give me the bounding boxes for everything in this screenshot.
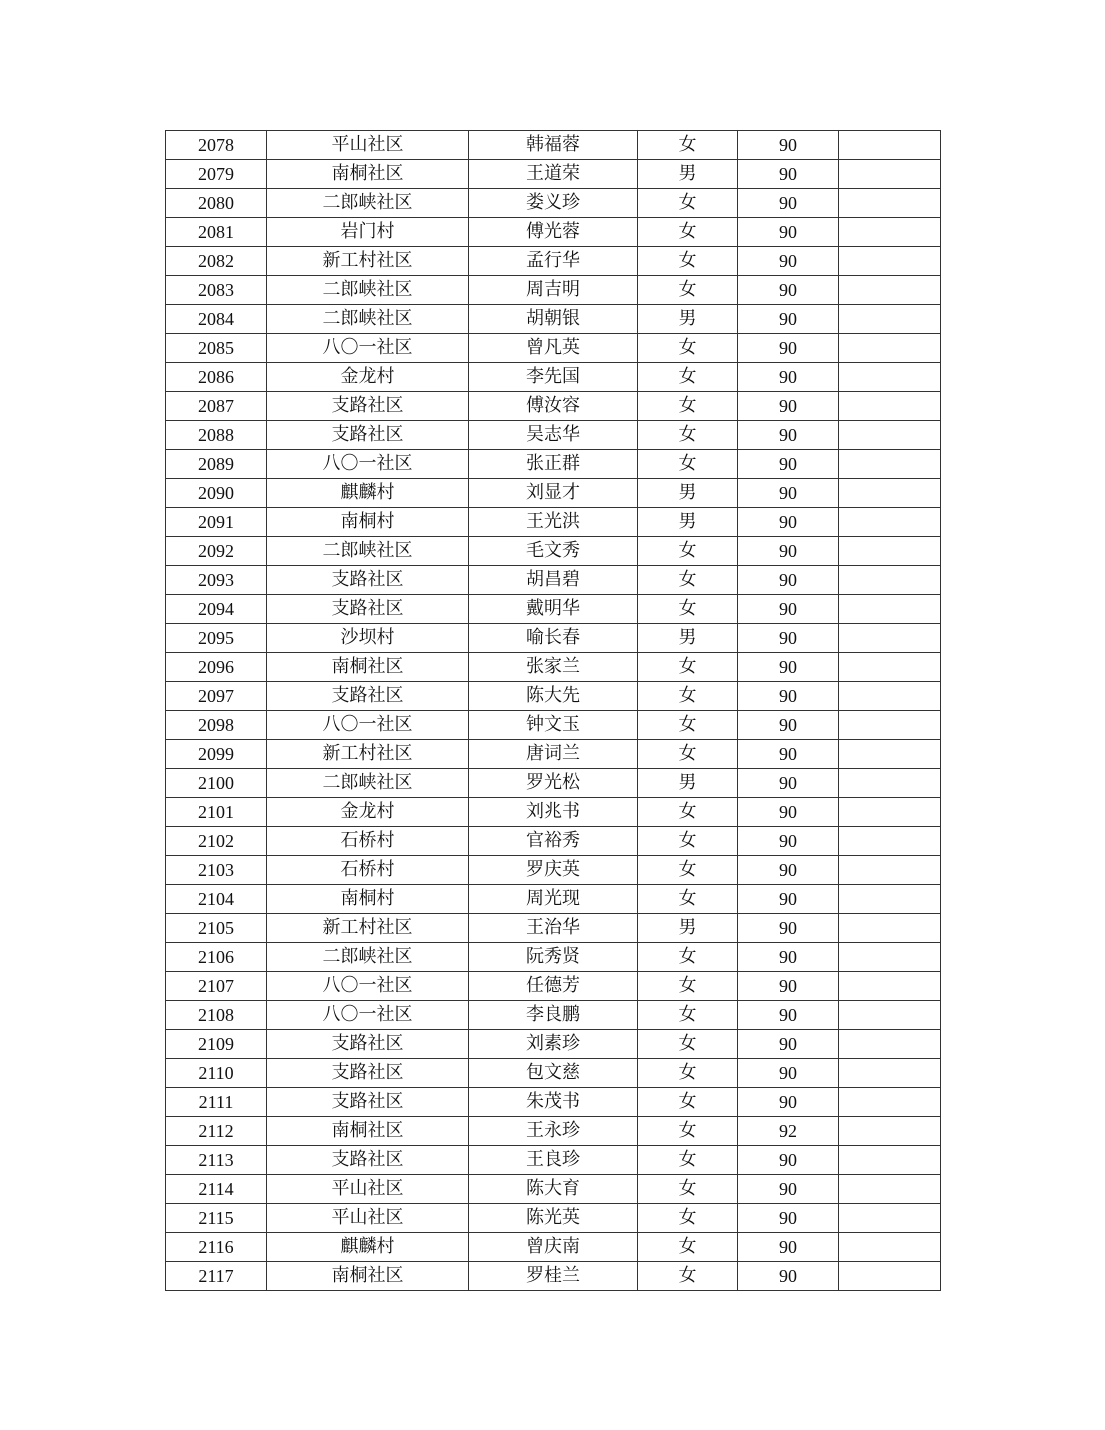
serial-number-cell: 2108 [166, 1001, 267, 1030]
age-cell: 90 [738, 334, 839, 363]
community-cell: 支路社区 [267, 682, 469, 711]
table-row [166, 856, 941, 885]
remarks-cell [839, 624, 941, 653]
remarks-cell [839, 566, 941, 595]
community-cell: 八〇一社区 [267, 1001, 469, 1030]
community-cell: 八〇一社区 [267, 334, 469, 363]
gender-cell: 女 [638, 711, 738, 740]
gender-cell: 女 [638, 1001, 738, 1030]
age-cell: 90 [738, 1146, 839, 1175]
serial-number-cell: 2103 [166, 856, 267, 885]
remarks-cell [839, 1117, 941, 1146]
gender-cell: 女 [638, 334, 738, 363]
name-cell: 吴志华 [469, 421, 638, 450]
serial-number-cell: 2105 [166, 914, 267, 943]
table-row [166, 972, 941, 1001]
community-cell: 金龙村 [267, 363, 469, 392]
serial-number-cell: 2080 [166, 189, 267, 218]
serial-number-cell: 2113 [166, 1146, 267, 1175]
age-cell: 90 [738, 421, 839, 450]
gender-cell: 女 [638, 972, 738, 1001]
remarks-cell [839, 1146, 941, 1175]
community-cell: 二郎峡社区 [267, 276, 469, 305]
age-cell: 90 [738, 885, 839, 914]
table-row [166, 305, 941, 334]
table-row [166, 1262, 941, 1291]
name-cell: 李先国 [469, 363, 638, 392]
age-cell: 90 [738, 711, 839, 740]
table-row [166, 624, 941, 653]
table-row [166, 914, 941, 943]
table-row [166, 595, 941, 624]
name-cell: 朱茂书 [469, 1088, 638, 1117]
community-cell: 支路社区 [267, 1059, 469, 1088]
remarks-cell [839, 711, 941, 740]
table-row [166, 1059, 941, 1088]
name-cell: 刘兆书 [469, 798, 638, 827]
table-row [166, 1088, 941, 1117]
table-row [166, 1233, 941, 1262]
serial-number-cell: 2116 [166, 1233, 267, 1262]
community-cell: 沙坝村 [267, 624, 469, 653]
community-cell: 新工村社区 [267, 914, 469, 943]
name-cell: 曾凡英 [469, 334, 638, 363]
serial-number-cell: 2092 [166, 537, 267, 566]
gender-cell: 男 [638, 508, 738, 537]
gender-cell: 女 [638, 537, 738, 566]
name-cell: 傅光蓉 [469, 218, 638, 247]
name-cell: 王治华 [469, 914, 638, 943]
community-cell: 支路社区 [267, 392, 469, 421]
name-cell: 王永珍 [469, 1117, 638, 1146]
serial-number-cell: 2102 [166, 827, 267, 856]
community-cell: 南桐社区 [267, 1117, 469, 1146]
gender-cell: 女 [638, 218, 738, 247]
table-row [166, 247, 941, 276]
community-cell: 金龙村 [267, 798, 469, 827]
gender-cell: 男 [638, 305, 738, 334]
name-cell: 王道荣 [469, 160, 638, 189]
remarks-cell [839, 827, 941, 856]
name-cell: 包文慈 [469, 1059, 638, 1088]
remarks-cell [839, 334, 941, 363]
remarks-cell [839, 1088, 941, 1117]
table-row [166, 131, 941, 160]
name-cell: 陈大先 [469, 682, 638, 711]
community-cell: 八〇一社区 [267, 450, 469, 479]
community-cell: 八〇一社区 [267, 711, 469, 740]
serial-number-cell: 2099 [166, 740, 267, 769]
name-cell: 孟行华 [469, 247, 638, 276]
name-cell: 王良珍 [469, 1146, 638, 1175]
gender-cell: 男 [638, 624, 738, 653]
name-cell: 罗光松 [469, 769, 638, 798]
community-cell: 支路社区 [267, 566, 469, 595]
serial-number-cell: 2081 [166, 218, 267, 247]
gender-cell: 女 [638, 566, 738, 595]
name-cell: 曾庆南 [469, 1233, 638, 1262]
remarks-cell [839, 131, 941, 160]
gender-cell: 女 [638, 1204, 738, 1233]
table-row [166, 218, 941, 247]
gender-cell: 女 [638, 131, 738, 160]
table-row [166, 711, 941, 740]
gender-cell: 女 [638, 1233, 738, 1262]
table-row [166, 798, 941, 827]
gender-cell: 女 [638, 247, 738, 276]
age-cell: 90 [738, 537, 839, 566]
name-cell: 毛文秀 [469, 537, 638, 566]
gender-cell: 女 [638, 189, 738, 218]
serial-number-cell: 2093 [166, 566, 267, 595]
remarks-cell [839, 189, 941, 218]
community-cell: 八〇一社区 [267, 972, 469, 1001]
table-row [166, 537, 941, 566]
community-cell: 南桐社区 [267, 653, 469, 682]
table-row [166, 276, 941, 305]
remarks-cell [839, 508, 941, 537]
serial-number-cell: 2089 [166, 450, 267, 479]
name-cell: 张正群 [469, 450, 638, 479]
community-cell: 二郎峡社区 [267, 943, 469, 972]
age-cell: 90 [738, 769, 839, 798]
age-cell: 90 [738, 914, 839, 943]
remarks-cell [839, 740, 941, 769]
community-cell: 支路社区 [267, 1146, 469, 1175]
roster-table-body [166, 131, 941, 1291]
name-cell: 刘素珍 [469, 1030, 638, 1059]
remarks-cell [839, 1030, 941, 1059]
remarks-cell [839, 1059, 941, 1088]
remarks-cell [839, 856, 941, 885]
remarks-cell [839, 247, 941, 276]
gender-cell: 女 [638, 1262, 738, 1291]
age-cell: 90 [738, 682, 839, 711]
gender-cell: 女 [638, 392, 738, 421]
table-row [166, 943, 941, 972]
table-row [166, 363, 941, 392]
serial-number-cell: 2111 [166, 1088, 267, 1117]
table-row [166, 1117, 941, 1146]
name-cell: 王光洪 [469, 508, 638, 537]
remarks-cell [839, 1204, 941, 1233]
community-cell: 平山社区 [267, 131, 469, 160]
gender-cell: 女 [638, 827, 738, 856]
serial-number-cell: 2109 [166, 1030, 267, 1059]
gender-cell: 男 [638, 914, 738, 943]
remarks-cell [839, 218, 941, 247]
community-cell: 石桥村 [267, 827, 469, 856]
table-row [166, 1175, 941, 1204]
community-cell: 新工村社区 [267, 247, 469, 276]
table-row [166, 682, 941, 711]
name-cell: 胡昌碧 [469, 566, 638, 595]
community-cell: 麒麟村 [267, 479, 469, 508]
age-cell: 90 [738, 798, 839, 827]
name-cell: 傅汝容 [469, 392, 638, 421]
serial-number-cell: 2079 [166, 160, 267, 189]
name-cell: 刘显才 [469, 479, 638, 508]
community-cell: 新工村社区 [267, 740, 469, 769]
name-cell: 喻长春 [469, 624, 638, 653]
age-cell: 90 [738, 972, 839, 1001]
name-cell: 罗桂兰 [469, 1262, 638, 1291]
age-cell: 90 [738, 856, 839, 885]
gender-cell: 女 [638, 856, 738, 885]
gender-cell: 女 [638, 682, 738, 711]
remarks-cell [839, 1262, 941, 1291]
name-cell: 周光现 [469, 885, 638, 914]
serial-number-cell: 2094 [166, 595, 267, 624]
gender-cell: 女 [638, 363, 738, 392]
serial-number-cell: 2078 [166, 131, 267, 160]
age-cell: 90 [738, 943, 839, 972]
age-cell: 90 [738, 1233, 839, 1262]
gender-cell: 女 [638, 885, 738, 914]
name-cell: 陈光英 [469, 1204, 638, 1233]
gender-cell: 女 [638, 1059, 738, 1088]
age-cell: 90 [738, 1001, 839, 1030]
age-cell: 90 [738, 247, 839, 276]
gender-cell: 女 [638, 943, 738, 972]
remarks-cell [839, 653, 941, 682]
community-cell: 平山社区 [267, 1175, 469, 1204]
table-row [166, 885, 941, 914]
age-cell: 90 [738, 276, 839, 305]
serial-number-cell: 2101 [166, 798, 267, 827]
remarks-cell [839, 682, 941, 711]
name-cell: 娄义珍 [469, 189, 638, 218]
age-cell: 90 [738, 624, 839, 653]
name-cell: 周吉明 [469, 276, 638, 305]
remarks-cell [839, 972, 941, 1001]
serial-number-cell: 2083 [166, 276, 267, 305]
community-cell: 南桐社区 [267, 1262, 469, 1291]
gender-cell: 女 [638, 653, 738, 682]
community-cell: 二郎峡社区 [267, 537, 469, 566]
remarks-cell [839, 479, 941, 508]
name-cell: 戴明华 [469, 595, 638, 624]
community-cell: 石桥村 [267, 856, 469, 885]
serial-number-cell: 2091 [166, 508, 267, 537]
community-cell: 岩门村 [267, 218, 469, 247]
community-cell: 二郎峡社区 [267, 305, 469, 334]
gender-cell: 女 [638, 740, 738, 769]
gender-cell: 女 [638, 595, 738, 624]
table-row [166, 421, 941, 450]
remarks-cell [839, 305, 941, 334]
serial-number-cell: 2086 [166, 363, 267, 392]
table-row [166, 1001, 941, 1030]
serial-number-cell: 2097 [166, 682, 267, 711]
community-cell: 支路社区 [267, 1088, 469, 1117]
serial-number-cell: 2104 [166, 885, 267, 914]
remarks-cell [839, 1001, 941, 1030]
remarks-cell [839, 160, 941, 189]
age-cell: 90 [738, 595, 839, 624]
table-row [166, 334, 941, 363]
remarks-cell [839, 943, 941, 972]
gender-cell: 女 [638, 421, 738, 450]
table-row [166, 160, 941, 189]
name-cell: 李良鹏 [469, 1001, 638, 1030]
remarks-cell [839, 914, 941, 943]
gender-cell: 女 [638, 450, 738, 479]
gender-cell: 男 [638, 769, 738, 798]
serial-number-cell: 2117 [166, 1262, 267, 1291]
name-cell: 钟文玉 [469, 711, 638, 740]
age-cell: 90 [738, 740, 839, 769]
serial-number-cell: 2082 [166, 247, 267, 276]
table-row [166, 1204, 941, 1233]
age-cell: 90 [738, 218, 839, 247]
community-cell: 支路社区 [267, 421, 469, 450]
serial-number-cell: 2112 [166, 1117, 267, 1146]
serial-number-cell: 2106 [166, 943, 267, 972]
gender-cell: 女 [638, 1030, 738, 1059]
serial-number-cell: 2115 [166, 1204, 267, 1233]
remarks-cell [839, 363, 941, 392]
age-cell: 90 [738, 305, 839, 334]
age-cell: 90 [738, 508, 839, 537]
remarks-cell [839, 1233, 941, 1262]
name-cell: 任德芳 [469, 972, 638, 1001]
age-cell: 90 [738, 160, 839, 189]
age-cell: 90 [738, 1204, 839, 1233]
table-row [166, 392, 941, 421]
gender-cell: 女 [638, 1117, 738, 1146]
serial-number-cell: 2110 [166, 1059, 267, 1088]
community-cell: 支路社区 [267, 595, 469, 624]
community-cell: 南桐村 [267, 885, 469, 914]
community-cell: 南桐村 [267, 508, 469, 537]
age-cell: 90 [738, 450, 839, 479]
table-row [166, 479, 941, 508]
serial-number-cell: 2107 [166, 972, 267, 1001]
gender-cell: 男 [638, 160, 738, 189]
age-cell: 90 [738, 827, 839, 856]
age-cell: 92 [738, 1117, 839, 1146]
remarks-cell [839, 276, 941, 305]
remarks-cell [839, 392, 941, 421]
name-cell: 阮秀贤 [469, 943, 638, 972]
gender-cell: 女 [638, 276, 738, 305]
age-cell: 90 [738, 566, 839, 595]
community-cell: 二郎峡社区 [267, 769, 469, 798]
remarks-cell [839, 769, 941, 798]
gender-cell: 女 [638, 1175, 738, 1204]
roster-table [165, 130, 941, 1291]
name-cell: 官裕秀 [469, 827, 638, 856]
table-row [166, 566, 941, 595]
age-cell: 90 [738, 363, 839, 392]
remarks-cell [839, 1175, 941, 1204]
age-cell: 90 [738, 392, 839, 421]
remarks-cell [839, 421, 941, 450]
age-cell: 90 [738, 1262, 839, 1291]
gender-cell: 女 [638, 1088, 738, 1117]
name-cell: 胡朝银 [469, 305, 638, 334]
table-row [166, 1146, 941, 1175]
community-cell: 平山社区 [267, 1204, 469, 1233]
remarks-cell [839, 798, 941, 827]
age-cell: 90 [738, 479, 839, 508]
table-row [166, 189, 941, 218]
serial-number-cell: 2084 [166, 305, 267, 334]
remarks-cell [839, 595, 941, 624]
community-cell: 麒麟村 [267, 1233, 469, 1262]
remarks-cell [839, 885, 941, 914]
table-row [166, 827, 941, 856]
table-row [166, 740, 941, 769]
name-cell: 韩福蓉 [469, 131, 638, 160]
age-cell: 90 [738, 653, 839, 682]
remarks-cell [839, 450, 941, 479]
serial-number-cell: 2095 [166, 624, 267, 653]
serial-number-cell: 2114 [166, 1175, 267, 1204]
name-cell: 唐词兰 [469, 740, 638, 769]
serial-number-cell: 2088 [166, 421, 267, 450]
community-cell: 二郎峡社区 [267, 189, 469, 218]
name-cell: 张家兰 [469, 653, 638, 682]
age-cell: 90 [738, 131, 839, 160]
community-cell: 南桐社区 [267, 160, 469, 189]
table-row [166, 450, 941, 479]
gender-cell: 女 [638, 1146, 738, 1175]
serial-number-cell: 2098 [166, 711, 267, 740]
age-cell: 90 [738, 1175, 839, 1204]
serial-number-cell: 2087 [166, 392, 267, 421]
age-cell: 90 [738, 1030, 839, 1059]
table-row [166, 508, 941, 537]
name-cell: 罗庆英 [469, 856, 638, 885]
serial-number-cell: 2090 [166, 479, 267, 508]
age-cell: 90 [738, 1088, 839, 1117]
gender-cell: 男 [638, 479, 738, 508]
serial-number-cell: 2085 [166, 334, 267, 363]
serial-number-cell: 2096 [166, 653, 267, 682]
community-cell: 支路社区 [267, 1030, 469, 1059]
serial-number-cell: 2100 [166, 769, 267, 798]
remarks-cell [839, 537, 941, 566]
name-cell: 陈大育 [469, 1175, 638, 1204]
table-row [166, 653, 941, 682]
table-row [166, 1030, 941, 1059]
gender-cell: 女 [638, 798, 738, 827]
table-row [166, 769, 941, 798]
age-cell: 90 [738, 1059, 839, 1088]
age-cell: 90 [738, 189, 839, 218]
